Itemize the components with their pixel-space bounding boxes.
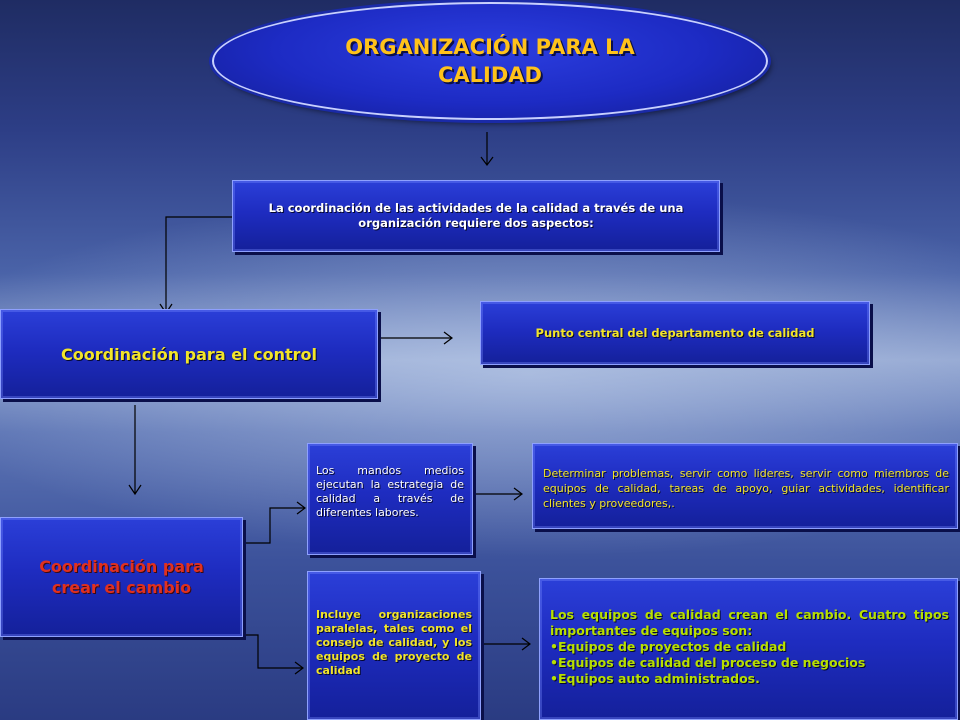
control-detail-text: Punto central del departamento de calidad <box>535 325 815 340</box>
paralelas-box <box>307 571 481 720</box>
mandos-detail-text: Determinar problemas, servir como lideres, servir como miembros de equipos de calidad, tareas de apoyo, guiar actividades, identificar clientes y proveedores,. <box>543 467 949 510</box>
equipos-box <box>539 578 958 720</box>
equipos-item: •Equipos de calidad del proceso de negocios <box>550 655 866 670</box>
arrow-intro-to-control <box>166 217 232 313</box>
intro-text: La coordinación de las actividades de la calidad a través de una organización requiere dos aspectos: <box>268 201 684 230</box>
equipos-text <box>550 607 949 687</box>
mandos-text: Los mandos medios ejecutan la estrategia de calidad a través de diferentes labores. <box>316 464 464 519</box>
intro-box <box>232 180 720 252</box>
equipos-item: •Equipos de proyectos de calidad <box>550 639 787 654</box>
arrow-change-to-mandos <box>243 508 305 543</box>
change-box <box>0 517 243 637</box>
title-ellipse <box>212 2 768 120</box>
change-label: Coordinación para crear el cambio <box>39 557 204 597</box>
control-detail-box <box>480 301 870 365</box>
mandos-detail-box <box>532 443 958 529</box>
control-label: Coordinación para el control <box>61 344 317 364</box>
paralelas-text: Incluye organizaciones paralelas, tales como el consejo de calidad, y los equipos de proyecto de calidad <box>316 608 472 677</box>
equipos-intro: Los equipos de calidad crean el cambio. Cuatro tipos importantes de equipos son: <box>550 607 949 638</box>
mandos-box <box>307 443 473 555</box>
equipos-item: •Equipos auto administrados. <box>550 671 760 686</box>
arrow-change-to-paralelas <box>243 635 303 668</box>
page-title: ORGANIZACIÓN PARA LA CALIDAD <box>345 35 635 87</box>
control-box <box>0 309 378 399</box>
